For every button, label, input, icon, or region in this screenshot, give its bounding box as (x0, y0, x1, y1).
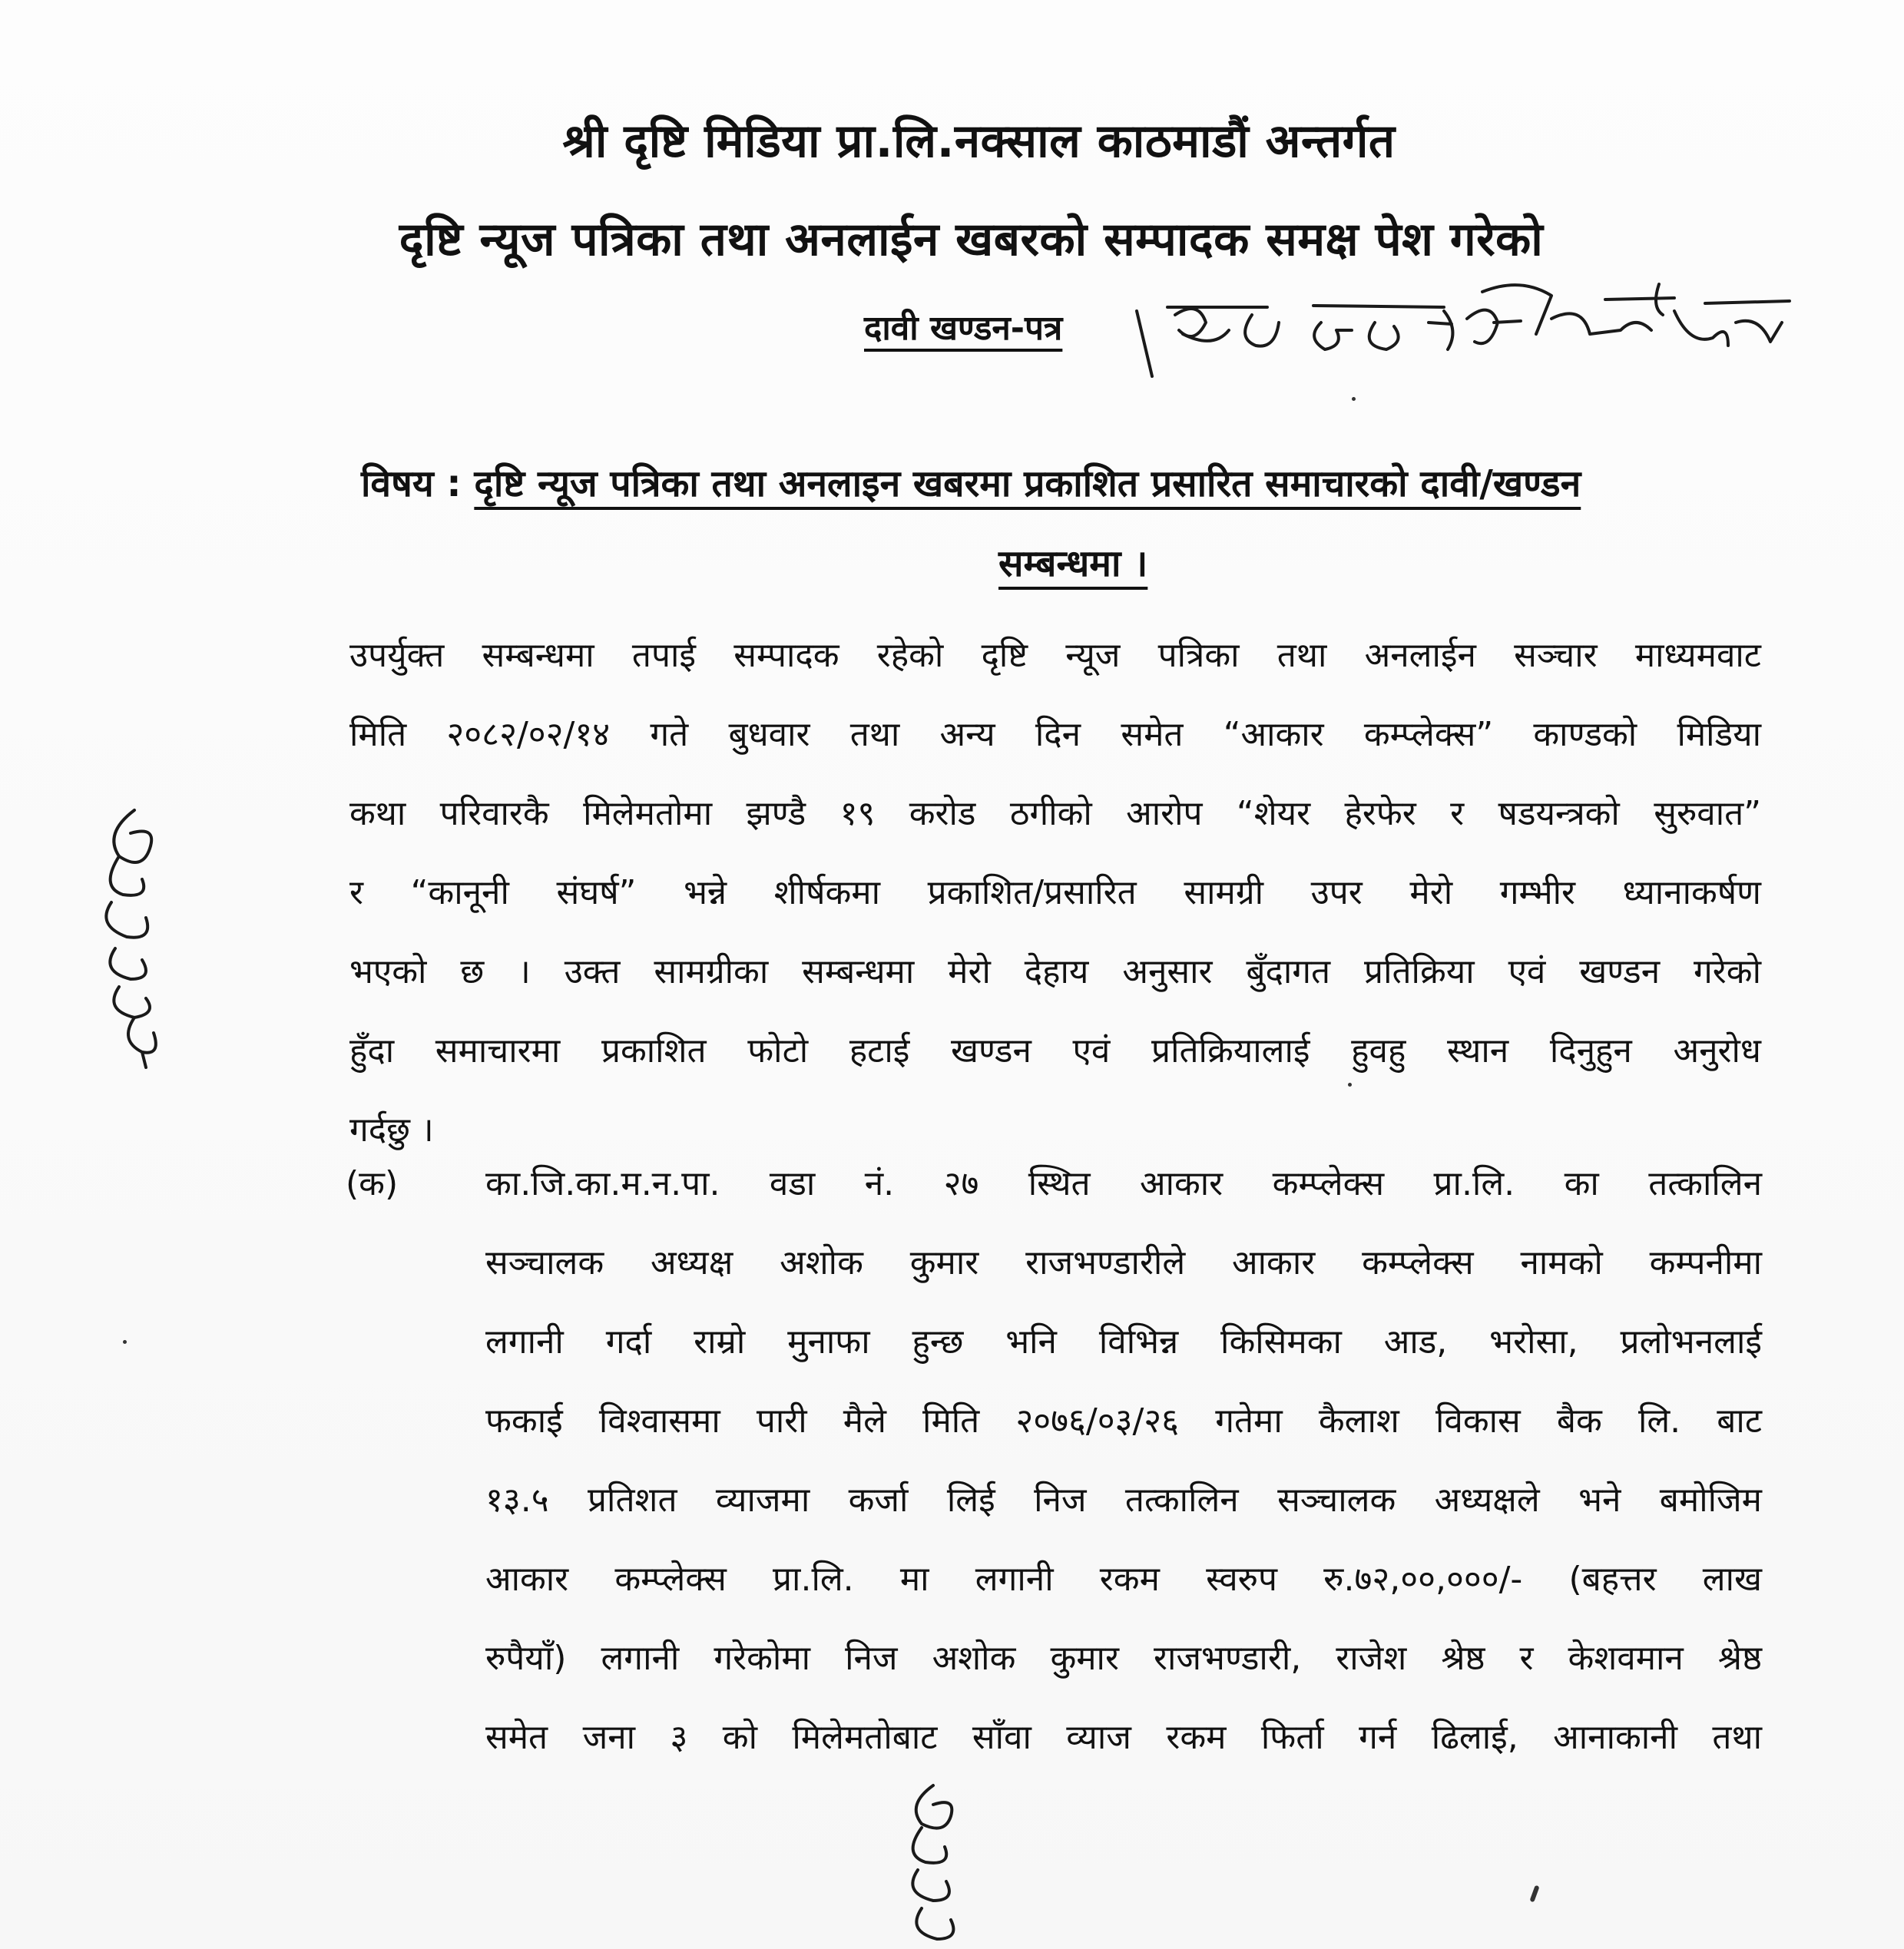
body-line: हुँदा समाचारमा प्रकाशित फोटो हटाई खण्डन एवं प्रतिक्रियालाई हुवहु स्थान दिनुहुन अनुरोध (349, 1031, 1761, 1070)
margin-signature-left (88, 802, 173, 1071)
subject-text-2: सम्बन्धमा । (998, 542, 1148, 585)
subject-line-1 (361, 458, 1740, 508)
body-line: र “कानूनी संघर्ष” भन्ने शीर्षकमा प्रकाशित/प्रसारित सामग्री उपर मेरो गम्भीर ध्यानाकर्षण (349, 873, 1761, 912)
margin-signature-bottom (891, 1782, 975, 1949)
ink-speck (123, 1340, 127, 1344)
item-ka-paragraph (485, 1144, 1762, 1777)
body-line: गर्दछु । (349, 1110, 434, 1150)
header-addressee: दृष्टि न्यूज पत्रिका तथा अनलाईन खबरको सम्पादक समक्ष पेश गरेको (399, 213, 1544, 266)
body-line: कथा परिवारकै मिलेमतोमा झण्डै १९ करोड ठगीको आरोप “शेयर हेरफेर र षडयन्त्रको सुरुवात” (349, 794, 1761, 833)
item-line: सञ्चालक अध्यक्ष अशोक कुमार राजभण्डारीले आकार कम्प्लेक्स नामको कम्पनीमा (485, 1243, 1762, 1282)
header-organization: श्री दृष्टि मिडिया प्रा.लि.नक्साल काठमाडौं अन्तर्गत (562, 114, 1396, 168)
handwritten-signature (1121, 276, 1797, 392)
subject-text-1: दृष्टि न्यूज पत्रिका तथा अनलाइन खबरमा प्रकाशित प्रसारित समाचारको दावी/खण्डन (474, 462, 1581, 505)
item-marker-ka: (क) (346, 1164, 399, 1203)
body-line: मिति २०८२/०२/१४ गते बुधवार तथा अन्य दिन समेत “आकार कम्प्लेक्स” काण्डको मिडिया (349, 715, 1761, 754)
ink-speck (1352, 397, 1356, 401)
item-line: का.जि.का.म.न.पा. वडा नं. २७ स्थित आकार कम्प्लेक्स प्रा.लि. का तत्कालिन (485, 1164, 1762, 1203)
body-line: भएको छ । उक्त सामग्रीका सम्बन्धमा मेरो देहाय अनुसार बुँदागत प्रतिक्रिया एवं खण्डन गरेको (349, 952, 1761, 991)
item-line: फकाई विश्वासमा पारी मैले मिति २०७६/०३/२६ गतेमा कैलाश विकास बैक लि. बाट (485, 1401, 1762, 1441)
document-type-title: दावी खण्डन-पत्र (864, 309, 1063, 348)
ink-speck (1529, 1885, 1539, 1903)
ink-speck (1348, 1083, 1352, 1087)
item-line: १३.५ प्रतिशत व्याजमा कर्जा लिई निज तत्कालिन सञ्चालक अध्यक्षले भने बमोजिम (485, 1481, 1762, 1520)
body-paragraph (349, 616, 1761, 1170)
item-line: लगानी गर्दा राम्रो मुनाफा हुन्छ भनि विभिन्न किसिमका आड, भरोसा, प्रलोभनलाई (485, 1322, 1762, 1362)
item-line: रुपैयाँ) लगानी गरेकोमा निज अशोक कुमार राजभण्डारी, राजेश श्रेष्ठ र केशवमान श्रेष्ठ (485, 1639, 1762, 1678)
body-line: उपर्युक्त सम्बन्धमा तपाई सम्पादक रहेको दृष्टि न्यूज पत्रिका तथा अनलाईन सञ्चार माध्यमवाट (349, 636, 1761, 675)
subject-label: विषय : (361, 462, 462, 505)
item-line: आकार कम्प्लेक्स प्रा.लि. मा लगानी रकम स्वरुप रु.७२,००,०००/- (बहत्तर लाख (485, 1560, 1762, 1599)
item-line: समेत जना ३ को मिलेमतोबाट साँवा व्याज रकम फिर्ता गर्न ढिलाई, आनाकानी तथा (485, 1718, 1762, 1757)
